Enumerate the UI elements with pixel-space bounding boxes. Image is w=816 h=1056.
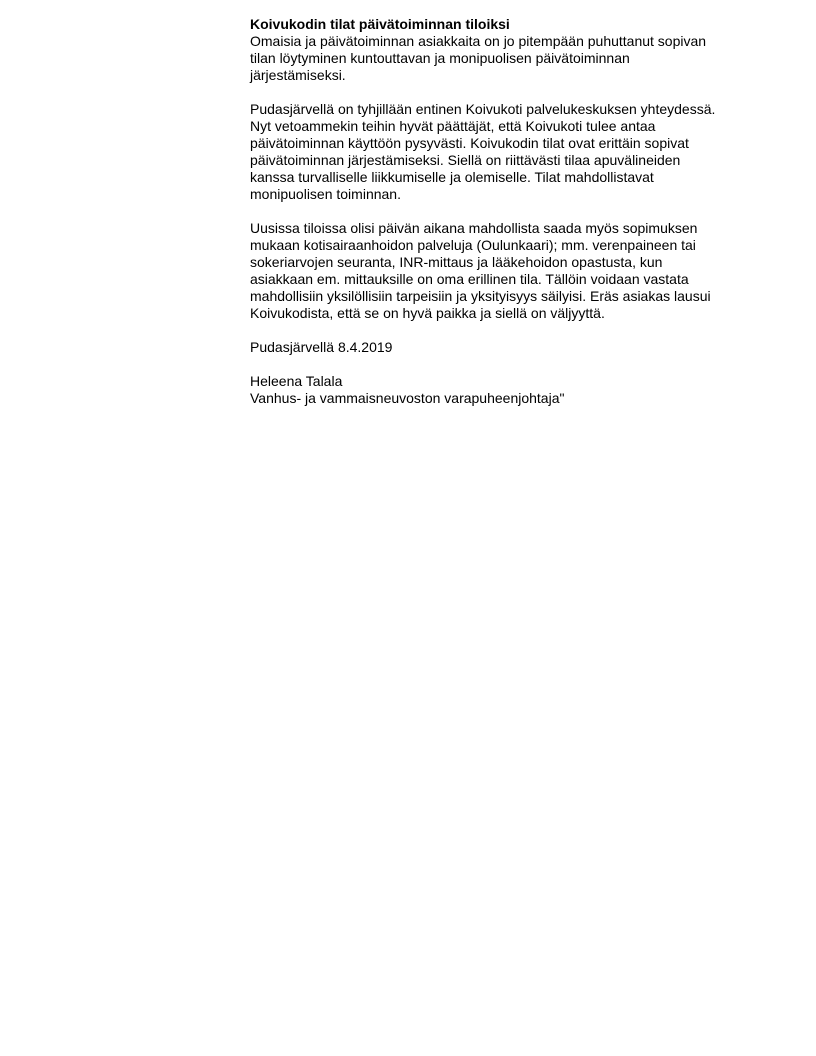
text-line: asiakkaan em. mittauksille on oma erillinen tila. Tällöin voidaan vastata: [250, 271, 689, 287]
text-line: Nyt vetoammekin teihin hyvät päättäjät, että Koivukoti tulee antaa: [250, 118, 656, 134]
text-line: päivätoiminnan käyttöön pysyvästi. Koivukodin tilat ovat erittäin sopivat: [250, 135, 689, 151]
text-line: järjestämiseksi.: [250, 67, 346, 83]
signer-name: Heleena Talala: [250, 373, 343, 389]
document-body: [250, 16, 750, 407]
text-line: kanssa turvalliselle liikkumiselle ja olemiselle. Tilat mahdollistavat: [250, 169, 654, 185]
text-line: Pudasjärvellä on tyhjillään entinen Koivukoti palvelukeskuksen yhteydessä.: [250, 101, 716, 117]
signature-block: [250, 373, 750, 407]
paragraph-services: [250, 220, 750, 322]
text-line: Uusissa tiloissa olisi päivän aikana mahdollista saada myös sopimuksen: [250, 220, 698, 236]
text-line: monipuolisen toiminnan.: [250, 186, 401, 202]
text-line: mukaan kotisairaanhoidon palveluja (Oulunkaari); mm. verenpaineen tai: [250, 237, 696, 253]
paragraph-intro: [250, 33, 750, 84]
place-date: Pudasjärvellä 8.4.2019: [250, 339, 393, 355]
text-line: Koivukodista, että se on hyvä paikka ja siellä on väljyyttä.: [250, 305, 605, 321]
text-line: päivätoiminnan järjestämiseksi. Siellä on riittävästi tilaa apuvälineiden: [250, 152, 681, 168]
text-line: Omaisia ja päivätoiminnan asiakkaita on jo pitempään puhuttanut sopivan: [250, 33, 707, 49]
signer-title: Vanhus- ja vammaisneuvoston varapuheenjohtaja": [250, 390, 565, 406]
text-line: tilan löytyminen kuntouttavan ja monipuolisen päivätoiminnan: [250, 50, 630, 66]
paragraph-koivukoti: [250, 101, 750, 203]
document-title: Koivukodin tilat päivätoiminnan tiloiksi: [250, 16, 510, 32]
text-line: sokeriarvojen seuranta, INR-mittaus ja lääkehoidon opastusta, kun: [250, 254, 663, 270]
text-line: mahdollisiin yksilöllisiin tarpeisiin ja yksityisyys säilyisi. Eräs asiakas lausui: [250, 288, 711, 304]
